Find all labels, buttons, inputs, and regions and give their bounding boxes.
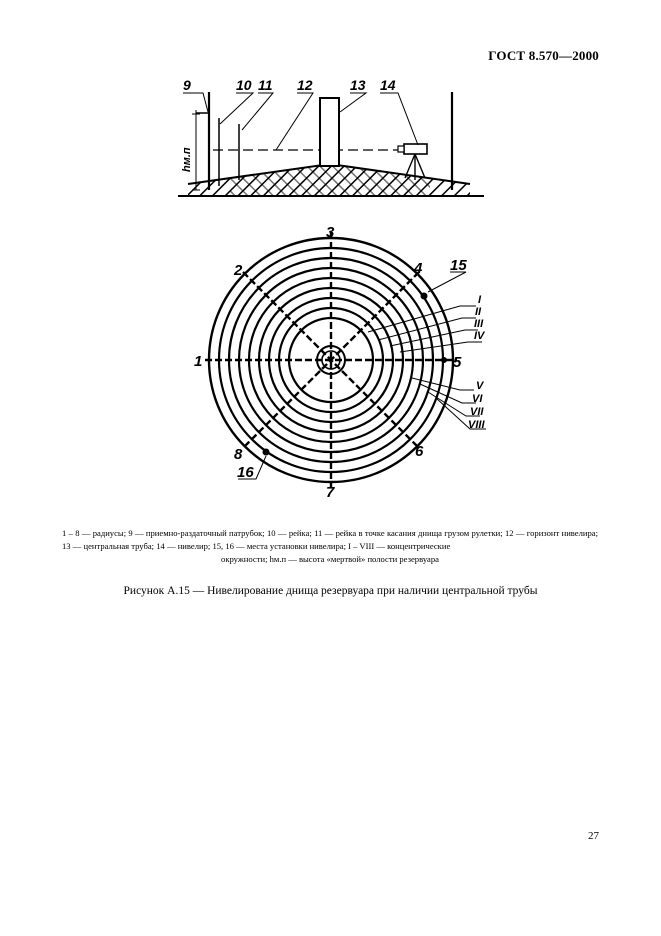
page-number: 27 [588,830,599,842]
radius-mark-5 [442,358,447,363]
radius-label-2: 2 [234,262,243,279]
figure-legend [62,527,598,566]
circle-label-II: II [475,306,482,318]
label-10: 10 [236,77,252,93]
legend-line-1: 1 – 8 — радиусы; 9 — приемно-раздаточный патрубок; 10 — рейка; 11 — рейка в точке касания днища грузом рулетки; 12 — горизонт нивелира; 13 — центральная труба; 14 — нивелир; 15, 16 — места установки нивелира; I – VIII — концентрические [62,528,598,551]
radius-label-7: 7 [326,484,335,501]
label-14: 14 [380,77,396,93]
instrument-position-16 [263,449,269,455]
label-9: 9 [183,77,191,93]
plan-view [205,232,486,488]
radius-label-3: 3 [326,224,335,241]
radius-label-4: 4 [414,260,423,277]
radius-label-8: 8 [234,446,243,463]
circle-label-IV: IV [474,330,485,342]
radius-label-5: 5 [453,354,462,371]
radius-label-1: 1 [194,353,203,370]
label-11: 11 [258,77,273,93]
standard-code: ГОСТ 8.570—2000 [488,48,599,63]
legend-line-2: окружности; hм.п — высота «мертвой» полости резервуара [221,554,439,564]
circle-label-VI: VI [472,393,483,405]
circle-label-III: III [474,318,484,330]
circle-label-VIII: VIII [468,419,485,431]
central-pipe [320,98,339,166]
figure-caption: Рисунок А.15 — Нивелирование днища резервуара при наличии центральной трубы [123,585,538,597]
height-label: hм.п [181,147,193,172]
label-13: 13 [350,77,366,93]
label-12: 12 [297,77,313,93]
circle-label-V: V [476,380,484,392]
circle-label-VII: VII [470,406,484,418]
instrument-position-15 [421,293,427,299]
position-label-16: 16 [237,464,254,481]
tank-bottom-crosshatch [230,164,430,196]
position-label-15: 15 [450,257,467,274]
radius-label-6: 6 [415,443,424,460]
side-view [178,77,484,196]
circle-label-I: I [478,294,482,306]
